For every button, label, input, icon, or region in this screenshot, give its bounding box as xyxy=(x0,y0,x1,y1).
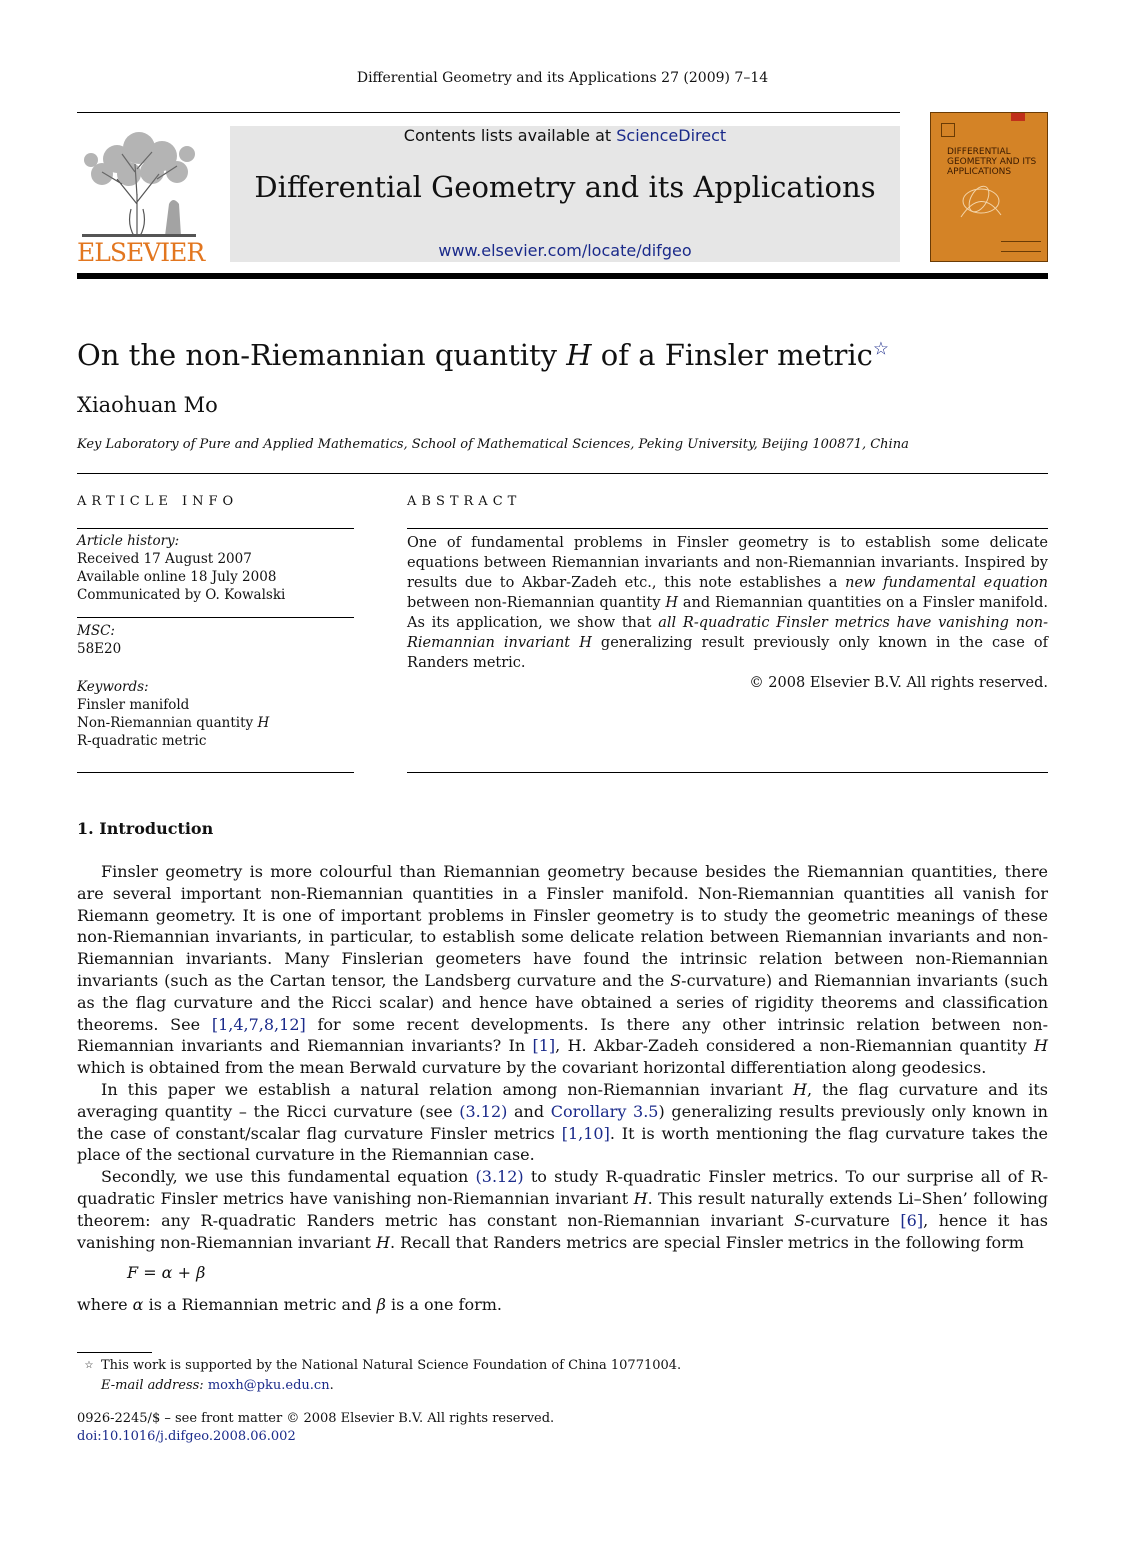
equation-link[interactable]: (3.12) xyxy=(459,1101,508,1121)
title-text-1: On the non-Riemannian quantity xyxy=(77,338,567,372)
text: -curvature xyxy=(805,1210,901,1230)
elsevier-wordmark: ELSEVIER xyxy=(77,238,205,267)
article-info-heading: ARTICLE INFO xyxy=(77,494,239,509)
abstract-emphasis: all R-quadratic Finsler metrics have vanishing non-Riemannian invariant H xyxy=(407,615,1048,651)
title-variable: H xyxy=(566,338,592,372)
cover-illustration-icon xyxy=(951,177,1011,227)
citation-link[interactable]: [1,10] xyxy=(561,1123,610,1143)
math-variable: H xyxy=(1034,1036,1048,1056)
doi-link[interactable]: doi:10.1016/j.difgeo.2008.06.002 xyxy=(77,1429,296,1444)
intro-paragraph-1 xyxy=(77,861,1048,1079)
math-variable: β xyxy=(376,1295,386,1314)
cover-badge xyxy=(941,123,955,137)
citation-link[interactable]: [1] xyxy=(532,1036,556,1056)
title-divider xyxy=(77,473,1048,474)
text: for some recent developments. Is there any other intrinsic relation between non-Riemannian invariants and Riemannian invariants? In xyxy=(77,1014,1048,1056)
history-label: Article history: xyxy=(77,533,180,549)
keywords-block xyxy=(77,678,269,750)
journal-title: Differential Geometry and its Applications xyxy=(254,170,876,204)
footnote-rule xyxy=(77,1352,152,1353)
affiliation: Key Laboratory of Pure and Applied Mathematics, School of Mathematical Sciences, Peking University, Beijing 100871, China xyxy=(77,437,909,452)
math-variable: H xyxy=(633,1188,648,1208)
email-label: E-mail address: xyxy=(101,1378,204,1393)
keyword-item: Finsler manifold xyxy=(77,697,190,713)
email-end: . xyxy=(329,1378,334,1393)
footnote-line xyxy=(77,1356,977,1376)
abstract-span: generalizing result previously only known in the case of Randers metric. xyxy=(407,635,1048,671)
article-info-rule-bottom xyxy=(77,772,354,773)
text: and xyxy=(507,1101,551,1121)
issn-line: 0926-2245/$ – see front matter © 2008 Elsevier B.V. All rights reserved. xyxy=(77,1411,555,1426)
corollary-link[interactable]: Corollary 3.5 xyxy=(550,1101,659,1121)
footnote-star-icon: ☆ xyxy=(84,1360,94,1371)
communicated-by: Communicated by O. Kowalski xyxy=(77,587,286,603)
keyword-text: Non-Riemannian quantity xyxy=(77,715,258,731)
display-equation: F = α + β xyxy=(127,1263,206,1282)
received-date: Received 17 August 2007 xyxy=(77,551,252,567)
text: . Recall that Randers metrics are special Finsler metrics in the following form xyxy=(390,1232,1024,1252)
footnote-text: This work is supported by the National Natural Science Foundation of China 10771004. xyxy=(101,1358,682,1373)
sciencedirect-link[interactable]: ScienceDirect xyxy=(616,126,727,145)
citation-link[interactable]: [6] xyxy=(900,1210,924,1230)
text: where xyxy=(77,1295,133,1314)
abstract-rule-top xyxy=(407,528,1048,529)
running-head: Differential Geometry and its Applications 27 (2009) 7–14 xyxy=(356,70,769,86)
math-variable: S xyxy=(670,970,682,990)
text: In this paper we establish a natural relation among non-Riemannian invariant xyxy=(101,1079,794,1099)
text: , H. Akbar-Zadeh considered a non-Riemannian quantity xyxy=(555,1036,1035,1056)
text: -curvature) and Riemannian invariants (such as the flag curvature and the Ricci scalar) and hence have obtained a series of rigidity theorems and classification theorems. See xyxy=(77,970,1049,1034)
cover-footer-line xyxy=(1001,241,1041,242)
math-variable: α xyxy=(132,1295,144,1314)
math-variable: S xyxy=(794,1210,806,1230)
keyword-item xyxy=(77,714,269,732)
abstract-span: and Riemannian quantities on a Finsler manifold. As its application, we show that xyxy=(407,595,1049,631)
top-rule xyxy=(77,112,900,113)
math-variable: H xyxy=(793,1079,807,1099)
keywords-label: Keywords: xyxy=(77,679,149,695)
article-info-rule-mid xyxy=(77,617,354,618)
author-name[interactable]: Xiaohuan Mo xyxy=(77,393,218,417)
text: Secondly, we use this fundamental equation xyxy=(101,1167,476,1187)
text: which is obtained from the mean Berwald curvature by the covariant horizontal differentiation along geodesics. xyxy=(77,1058,987,1078)
post-equation-text xyxy=(77,1295,502,1314)
article-title xyxy=(77,338,889,372)
intro-paragraph-3 xyxy=(77,1166,1048,1253)
email-link[interactable]: moxh@pku.edu.cn xyxy=(207,1378,330,1393)
text: , the flag curvature and its averaging quantity – the Ricci curvature (see xyxy=(77,1079,1049,1121)
text: to study R-quadratic Finsler metrics. To our surprise all of R-quadratic Finsler metrics have vanishing non-Riemannian invariant xyxy=(77,1167,1048,1208)
elsevier-logo[interactable] xyxy=(77,124,205,267)
intro-paragraph-2 xyxy=(77,1079,1048,1166)
text: . It is worth mentioning the flag curvature takes the place of the sectional curvature in the Riemannian case. xyxy=(77,1123,1048,1165)
msc-label: MSC: xyxy=(77,623,115,639)
text: ) generalizing results previously only known in the case of constant/scalar flag curvature Finsler metrics xyxy=(77,1101,1048,1143)
text: . This result naturally extends Li–Shen’ following theorem: any R-quadratic Randers metric has constant non-Riemannian invariant xyxy=(77,1188,1049,1230)
contents-prefix: Contents lists available at xyxy=(403,126,617,145)
citation-link[interactable]: [1,4,7,8,12] xyxy=(211,1014,306,1034)
section-heading: 1. Introduction xyxy=(77,819,214,838)
online-date: Available online 18 July 2008 xyxy=(77,569,277,585)
keyword-variable: H xyxy=(257,715,270,731)
abstract-variable: H xyxy=(665,595,679,611)
math-variable: H xyxy=(376,1232,390,1252)
text: is a one form. xyxy=(385,1295,502,1314)
contents-line xyxy=(230,126,900,145)
abstract-span: between non-Riemannian quantity xyxy=(407,595,666,611)
abstract-span: One of fundamental problems in Finsler geometry is to establish some delicate equations between Riemannian invariants and non-Riemannian invariants. Inspired by results due to Akbar-Zadeh etc., this note establishes a xyxy=(407,535,1048,591)
cover-footer-line-2 xyxy=(1001,251,1041,252)
email-line xyxy=(77,1376,977,1396)
text: , hence it has vanishing non-Riemannian invariant xyxy=(77,1210,1049,1252)
msc-code: 58E20 xyxy=(77,641,122,657)
abstract-rule-bottom xyxy=(407,772,1048,773)
intro-body xyxy=(77,861,1048,1253)
header-thick-rule xyxy=(77,273,1048,279)
article-history xyxy=(77,532,285,604)
journal-cover[interactable] xyxy=(930,112,1048,262)
msc-block xyxy=(77,622,121,658)
imprint xyxy=(77,1410,554,1446)
footnote xyxy=(77,1356,977,1396)
cover-title: DIFFERENTIAL GEOMETRY AND ITS APPLICATIONS xyxy=(947,147,1037,177)
article-info-rule-top xyxy=(77,528,354,529)
abstract-heading: ABSTRACT xyxy=(407,494,522,509)
abstract-text xyxy=(407,533,1048,693)
text: Finsler geometry is more colourful than Riemannian geometry because besides the Riemannian quantities, there are several important non-Riemannian quantities in a Finsler manifold. Non-Riemannian quantities all vanish for Riemann geometry. It is one of important problems in Finsler geometry is to study the geometric meanings of these non-Riemannian invariants, in particular, to establish some delicate relation between Riemannian invariants and non-Riemannian invariants. Many Finslerian geometers have found the intrinsic relation between non-Riemannian invariants (such as the Cartan tensor, the Landsberg curvature and the xyxy=(77,862,1048,990)
title-footnote-star-icon[interactable]: ☆ xyxy=(872,338,890,360)
text: is a Riemannian metric and xyxy=(143,1295,377,1314)
cover-corner-mark xyxy=(1011,113,1025,121)
abstract-copyright: © 2008 Elsevier B.V. All rights reserved. xyxy=(749,675,1048,691)
journal-url-link[interactable]: www.elsevier.com/locate/difgeo xyxy=(438,241,692,260)
title-text-2: of a Finsler metric xyxy=(591,338,873,372)
keyword-item: R-quadratic metric xyxy=(77,733,207,749)
abstract-emphasis: new fundamental equation xyxy=(845,575,1048,591)
equation-link[interactable]: (3.12) xyxy=(475,1167,524,1187)
